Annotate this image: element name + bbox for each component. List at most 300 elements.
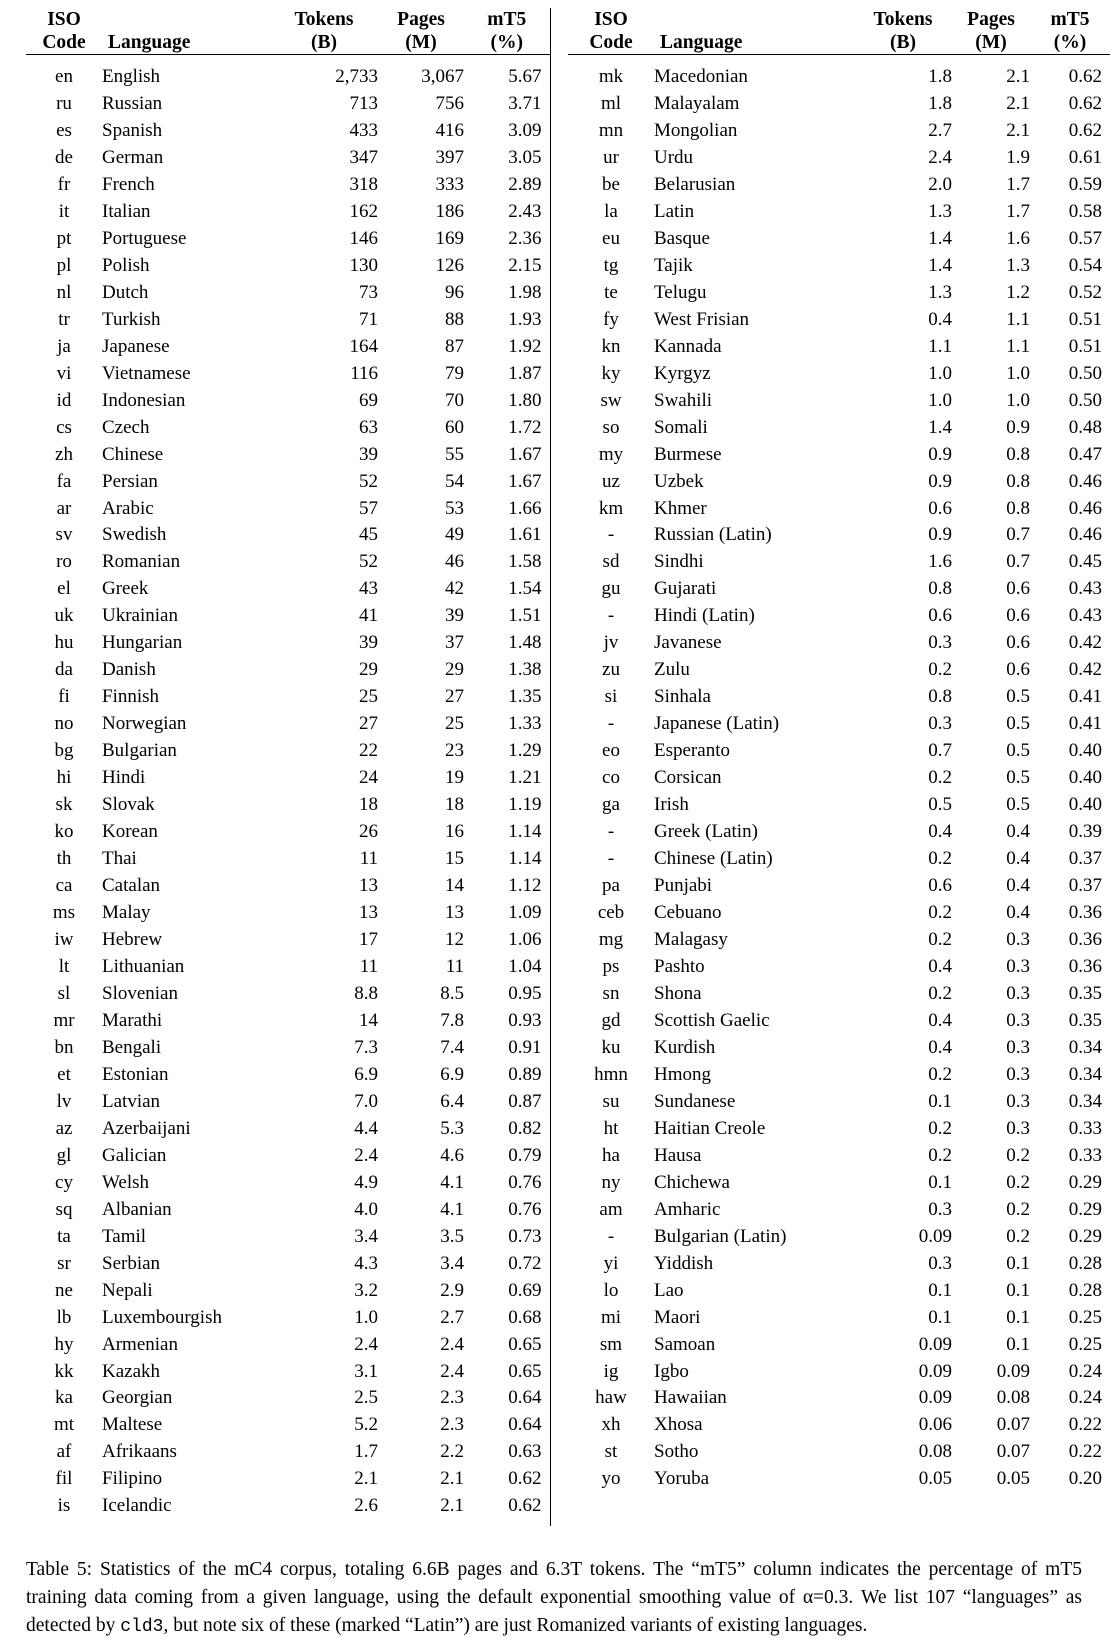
- column-divider: [550, 118, 568, 145]
- cell-mt5: 0.58: [1068, 200, 1102, 222]
- cell-tokens: 2,733: [335, 66, 378, 87]
- cell-mt5: 0.54: [1068, 254, 1102, 276]
- cell-empty: [654, 1493, 854, 1520]
- cell-mt5: 0.48: [1068, 416, 1102, 438]
- cell-tokens: 0.4: [928, 308, 952, 330]
- column-divider: [550, 1385, 568, 1412]
- cell-tokens: 3.4: [354, 1225, 378, 1247]
- cell-language: Albanian: [102, 1198, 172, 1220]
- cell-iso-code: st: [604, 1441, 618, 1463]
- cell-tokens: 146: [349, 227, 378, 249]
- cell-mt5: 0.22: [1068, 1414, 1102, 1436]
- cell-tokens: 0.4: [928, 955, 952, 977]
- table-row: [26, 522, 1110, 549]
- cell-iso-code: ja: [57, 335, 71, 357]
- cell-tokens: 4.9: [354, 1171, 378, 1193]
- cell-mt5: 1.61: [508, 524, 542, 546]
- cell-pages: 0.3: [1006, 1009, 1030, 1031]
- cell-iso-code: ceb: [597, 902, 625, 924]
- cell-language: Telugu: [654, 281, 707, 303]
- cell-iso-code: hy: [54, 1333, 74, 1355]
- cell-language: Vietnamese: [102, 362, 191, 384]
- table-row: [26, 927, 1110, 954]
- table-row: [26, 91, 1110, 118]
- cell-language: Turkish: [102, 308, 161, 330]
- cell-tokens: 0.2: [928, 1144, 952, 1166]
- cell-iso-code: co: [602, 767, 620, 789]
- cell-pages: 37: [445, 632, 464, 654]
- cell-mt5: 0.62: [1068, 92, 1102, 114]
- cell-language: Romanian: [102, 551, 181, 573]
- cell-iso-code: az: [55, 1117, 73, 1139]
- cell-iso-code: ht: [603, 1117, 619, 1139]
- cell-iso-code: fi: [58, 686, 70, 708]
- cell-language: Italian: [102, 200, 151, 222]
- cell-language: Yiddish: [654, 1252, 714, 1274]
- cell-language: French: [102, 173, 155, 195]
- cell-iso-code: zu: [602, 659, 620, 681]
- cell-tokens: 0.7: [928, 740, 952, 762]
- cell-mt5: 0.73: [508, 1225, 542, 1247]
- cell-pages: 0.2: [1006, 1225, 1030, 1247]
- cell-mt5: 0.69: [508, 1279, 542, 1301]
- cell-language: Kyrgyz: [654, 362, 711, 384]
- cell-language: Serbian: [102, 1252, 161, 1274]
- table-row: [26, 145, 1110, 172]
- table-row: [26, 576, 1110, 603]
- cell-mt5: 1.21: [508, 767, 542, 789]
- table-row: [26, 603, 1110, 630]
- cell-tokens: 0.2: [928, 659, 952, 681]
- table-row: [26, 1224, 1110, 1251]
- cell-mt5: 0.82: [508, 1117, 542, 1139]
- cell-language: Greek (Latin): [654, 821, 758, 843]
- cell-iso-code: gu: [601, 578, 621, 600]
- cell-tokens: 1.4: [928, 227, 952, 249]
- cell-mt5: 1.09: [508, 902, 542, 924]
- column-divider: [550, 334, 568, 361]
- table-row: [26, 1035, 1110, 1062]
- header-pages-right: Pages (M): [967, 9, 1015, 53]
- cell-pages: 0.5: [1006, 794, 1030, 816]
- cell-language: Zulu: [654, 659, 690, 681]
- column-divider: [550, 1143, 568, 1170]
- cell-tokens: 0.09: [918, 1333, 952, 1355]
- cell-iso-code: so: [602, 416, 620, 438]
- cell-pages: 0.9: [1006, 416, 1030, 438]
- cell-tokens: 63: [359, 416, 378, 438]
- cell-language: Corsican: [654, 767, 722, 789]
- cell-tokens: 0.8: [928, 578, 952, 600]
- cell-iso-code: sk: [55, 794, 73, 816]
- header-iso-code-left: [26, 8, 102, 55]
- cell-mt5: 0.29: [1068, 1171, 1102, 1193]
- cell-mt5: 0.65: [508, 1333, 542, 1355]
- cell-tokens: 0.3: [928, 632, 952, 654]
- cell-language: Norwegian: [102, 713, 187, 735]
- cell-mt5: 0.62: [1068, 119, 1102, 141]
- cell-pages: 1.7: [1006, 200, 1030, 222]
- cell-tokens: 1.0: [354, 1306, 378, 1328]
- cell-mt5: 0.64: [508, 1387, 542, 1409]
- cell-iso-code: cs: [56, 416, 72, 438]
- cell-tokens: 1.3: [928, 200, 952, 222]
- cell-language: Amharic: [654, 1198, 721, 1220]
- column-divider: [550, 280, 568, 307]
- cell-tokens: 0.1: [928, 1279, 952, 1301]
- cell-iso-code: mr: [53, 1009, 75, 1031]
- cell-pages: 39: [445, 605, 464, 627]
- cell-iso-code: sv: [55, 524, 73, 546]
- cell-iso-code: af: [56, 1441, 72, 1463]
- cell-tokens: 0.09: [918, 1225, 952, 1247]
- cell-tokens: 1.4: [928, 416, 952, 438]
- cell-language: Scottish Gaelic: [654, 1009, 770, 1031]
- cell-mt5: 1.04: [508, 955, 542, 977]
- header-iso-line1: ISO: [47, 9, 81, 30]
- cell-tokens: 164: [349, 335, 378, 357]
- cell-language: Tajik: [654, 254, 693, 276]
- cell-mt5: 0.63: [508, 1441, 542, 1463]
- cell-language: Bulgarian (Latin): [654, 1225, 787, 1247]
- cell-tokens: 0.2: [928, 1063, 952, 1085]
- cell-tokens: 27: [359, 713, 378, 735]
- header-tokens-left: Tokens (B): [294, 9, 354, 53]
- cell-language: Haitian Creole: [654, 1117, 766, 1139]
- table-row: [26, 64, 1110, 91]
- cell-iso-code: -: [607, 605, 615, 627]
- cell-pages: 5.3: [440, 1117, 464, 1139]
- cell-language: Yoruba: [654, 1468, 710, 1490]
- column-divider: [550, 361, 568, 388]
- table-row: [26, 253, 1110, 280]
- cell-pages: 23: [445, 740, 464, 762]
- column-divider: [550, 226, 568, 253]
- cell-mt5: 0.20: [1068, 1468, 1102, 1490]
- cell-tokens: 2.6: [354, 1495, 378, 1517]
- cell-pages: 2.4: [440, 1360, 464, 1382]
- cell-mt5: 0.46: [1068, 470, 1102, 492]
- cell-language: Sotho: [654, 1441, 699, 1463]
- cell-iso-code: de: [55, 146, 73, 168]
- cell-language: Galician: [102, 1144, 167, 1166]
- table-row: [26, 765, 1110, 792]
- cell-tokens: 11: [359, 848, 378, 870]
- cell-iso-code: it: [58, 200, 70, 222]
- column-divider: [550, 954, 568, 981]
- table-row: [26, 1332, 1110, 1359]
- cell-language: Greek: [102, 578, 149, 600]
- cell-mt5: 0.24: [1068, 1360, 1102, 1382]
- table-row: [26, 496, 1110, 523]
- cell-iso-code: ku: [601, 1036, 621, 1058]
- cell-iso-code: km: [598, 497, 624, 519]
- cell-mt5: 0.43: [1068, 605, 1102, 627]
- table-header-row: [26, 8, 1110, 55]
- table-row: [26, 1197, 1110, 1224]
- cell-pages: 0.5: [1006, 767, 1030, 789]
- cell-tokens: 1.8: [928, 66, 952, 87]
- cell-pages: 0.7: [1006, 551, 1030, 573]
- cell-pages: 333: [435, 173, 464, 195]
- cell-pages: 0.3: [1006, 1090, 1030, 1112]
- column-divider: [550, 765, 568, 792]
- cell-tokens: 0.6: [928, 605, 952, 627]
- cell-mt5: 1.92: [508, 335, 542, 357]
- cell-tokens: 0.3: [928, 1198, 952, 1220]
- cell-language: Hungarian: [102, 632, 183, 654]
- column-divider: [550, 253, 568, 280]
- column-divider: [550, 172, 568, 199]
- cell-language: Indonesian: [102, 389, 186, 411]
- cell-pages: 756: [435, 92, 464, 114]
- table-row: [26, 711, 1110, 738]
- cell-pages: 2.1: [440, 1495, 464, 1517]
- cell-tokens: 3.1: [354, 1360, 378, 1382]
- cell-language: Hindi: [102, 767, 146, 789]
- cell-iso-code: et: [57, 1063, 71, 1085]
- cell-pages: 42: [445, 578, 464, 600]
- cell-iso-code: mt: [53, 1414, 75, 1436]
- cell-pages: 0.1: [1006, 1333, 1030, 1355]
- cell-iso-code: te: [604, 281, 618, 303]
- cell-pages: 2.7: [440, 1306, 464, 1328]
- header-pages-left: Pages (M): [397, 9, 445, 53]
- cell-tokens: 0.3: [928, 1252, 952, 1274]
- cell-language: Dutch: [102, 281, 149, 303]
- cell-pages: 0.05: [996, 1468, 1030, 1490]
- cell-iso-code: yo: [601, 1468, 621, 1490]
- cell-tokens: 8.8: [354, 982, 378, 1004]
- table-row: [26, 792, 1110, 819]
- cell-tokens: 433: [349, 119, 378, 141]
- cell-language: Javanese: [654, 632, 722, 654]
- cell-mt5: 1.14: [508, 821, 542, 843]
- cell-iso-code: pt: [56, 227, 72, 249]
- cell-pages: 79: [445, 362, 464, 384]
- table-row: [26, 819, 1110, 846]
- cell-pages: 54: [445, 470, 464, 492]
- cell-iso-code: sn: [602, 982, 620, 1004]
- cell-iso-code: eo: [602, 740, 620, 762]
- table-row: [26, 657, 1110, 684]
- cell-iso-code: id: [56, 389, 72, 411]
- cell-mt5: 0.24: [1068, 1387, 1102, 1409]
- cell-mt5: 1.12: [508, 875, 542, 897]
- cell-iso-code: nl: [56, 281, 72, 303]
- cell-language: Marathi: [102, 1009, 163, 1031]
- cell-pages: 7.8: [440, 1009, 464, 1031]
- cell-tokens: 4.3: [354, 1252, 378, 1274]
- column-divider: [550, 1251, 568, 1278]
- cell-mt5: 0.29: [1068, 1225, 1102, 1247]
- cell-mt5: 0.25: [1068, 1333, 1102, 1355]
- cell-mt5: 0.33: [1068, 1144, 1102, 1166]
- cell-iso-code: ha: [602, 1144, 620, 1166]
- cell-iso-code: ms: [52, 902, 76, 924]
- cell-tokens: 2.4: [354, 1333, 378, 1355]
- cell-iso-code: sr: [57, 1252, 71, 1274]
- cell-language: Portuguese: [102, 227, 187, 249]
- header-iso-code-right: ISO Code: [589, 9, 633, 53]
- cell-iso-code: la: [604, 200, 618, 222]
- cell-iso-code: ta: [57, 1225, 71, 1247]
- cell-pages: 1.2: [1006, 281, 1030, 303]
- cell-iso-code: su: [602, 1090, 620, 1112]
- cell-pages: 25: [445, 713, 464, 735]
- cell-mt5: 3.05: [508, 146, 542, 168]
- cell-language: Japanese (Latin): [654, 713, 780, 735]
- header-mt5-left: mT5 (%): [487, 9, 527, 53]
- table-row: [26, 900, 1110, 927]
- cell-language: Icelandic: [102, 1495, 172, 1517]
- column-divider: [550, 1278, 568, 1305]
- cell-iso-code: uk: [54, 605, 74, 627]
- column-divider: [550, 819, 568, 846]
- cell-language: Belarusian: [654, 173, 736, 195]
- cell-iso-code: lt: [58, 955, 70, 977]
- cell-pages: 1.0: [1006, 389, 1030, 411]
- cell-mt5: 1.58: [508, 551, 542, 573]
- cell-tokens: 2.4: [354, 1144, 378, 1166]
- cell-tokens: 18: [359, 794, 378, 816]
- cell-mt5: 0.52: [1068, 281, 1102, 303]
- cell-pages: 0.8: [1006, 470, 1030, 492]
- cell-language: Kazakh: [102, 1360, 161, 1382]
- cell-mt5: 0.37: [1068, 848, 1102, 870]
- cell-mt5: 0.72: [508, 1252, 542, 1274]
- cell-iso-code: ga: [602, 794, 620, 816]
- cell-iso-code: lb: [56, 1306, 72, 1328]
- cell-tokens: 1.4: [928, 254, 952, 276]
- cell-pages: 96: [445, 281, 464, 303]
- cell-tokens: 4.4: [354, 1117, 378, 1139]
- cell-tokens: 1.0: [928, 389, 952, 411]
- column-divider: [550, 496, 568, 523]
- cell-pages: 0.3: [1006, 929, 1030, 950]
- cell-tokens: 0.2: [928, 982, 952, 1004]
- cell-pages: 2.1: [440, 1468, 464, 1490]
- cell-mt5: 0.42: [1068, 659, 1102, 681]
- cell-pages: 3,067: [421, 66, 464, 87]
- cell-pages: 0.1: [1006, 1306, 1030, 1328]
- table-row: [26, 334, 1110, 361]
- cell-tokens: 0.8: [928, 686, 952, 708]
- cell-iso-code: ka: [55, 1387, 73, 1409]
- cell-language: Maltese: [102, 1414, 163, 1436]
- cell-pages: 2.4: [440, 1333, 464, 1355]
- cell-language: Macedonian: [654, 66, 748, 87]
- cell-mt5: 0.45: [1068, 551, 1102, 573]
- cell-tokens: 130: [349, 254, 378, 276]
- cell-tokens: 2.5: [354, 1387, 378, 1409]
- cell-mt5: 0.34: [1068, 1090, 1102, 1112]
- table-row: [26, 738, 1110, 765]
- cell-tokens: 71: [359, 308, 378, 330]
- cell-tokens: 43: [359, 578, 378, 600]
- cell-mt5: 1.48: [508, 632, 542, 654]
- cell-pages: 0.8: [1006, 443, 1030, 465]
- cell-mt5: 5.67: [508, 66, 542, 87]
- table-row: [26, 388, 1110, 415]
- table-row: [26, 846, 1110, 873]
- cell-iso-code: es: [56, 119, 72, 141]
- cell-pages: 0.5: [1006, 713, 1030, 735]
- cell-pages: 14: [445, 875, 464, 897]
- cell-mt5: 0.36: [1068, 955, 1102, 977]
- cell-language: Finnish: [102, 686, 160, 708]
- cell-iso-code: mg: [598, 929, 624, 950]
- cell-tokens: 713: [349, 92, 378, 114]
- cell-tokens: 6.9: [354, 1063, 378, 1085]
- cell-pages: 29: [445, 659, 464, 681]
- cell-iso-code: pa: [602, 875, 620, 897]
- cell-pages: 0.1: [1006, 1279, 1030, 1301]
- cell-tokens: 0.2: [928, 902, 952, 924]
- cell-pages: 16: [445, 821, 464, 843]
- cell-tokens: 69: [359, 389, 378, 411]
- cell-language: Kurdish: [654, 1036, 716, 1058]
- cell-iso-code: -: [607, 821, 615, 843]
- cell-iso-code: haw: [595, 1387, 627, 1409]
- column-divider: [550, 522, 568, 549]
- cell-tokens: 0.4: [928, 1036, 952, 1058]
- cell-pages: 0.4: [1006, 821, 1030, 843]
- table-row: [26, 415, 1110, 442]
- cell-iso-code: yi: [603, 1252, 619, 1274]
- table-row: [26, 442, 1110, 469]
- column-divider: [550, 657, 568, 684]
- bottom-spacer: [26, 1520, 1110, 1526]
- cell-iso-code: ru: [56, 92, 72, 114]
- cell-language: Hmong: [654, 1063, 711, 1085]
- cell-pages: 2.1: [1006, 92, 1030, 114]
- cell-language: Georgian: [102, 1387, 173, 1409]
- cell-tokens: 0.2: [928, 767, 952, 789]
- cell-iso-code: hu: [54, 632, 74, 654]
- cell-empty: [568, 1493, 654, 1520]
- cell-mt5: 0.35: [1068, 982, 1102, 1004]
- cell-tokens: 7.0: [354, 1090, 378, 1112]
- cell-mt5: 0.50: [1068, 389, 1102, 411]
- cell-pages: 0.3: [1006, 982, 1030, 1004]
- cell-iso-code: bn: [54, 1036, 74, 1058]
- cell-mt5: 1.67: [508, 443, 542, 465]
- cell-mt5: 0.76: [508, 1171, 542, 1193]
- cell-iso-code: ko: [54, 821, 74, 843]
- cell-mt5: 0.28: [1068, 1279, 1102, 1301]
- column-divider: [550, 1359, 568, 1386]
- column-divider: [550, 1332, 568, 1359]
- cell-iso-code: xh: [601, 1414, 621, 1436]
- cell-iso-code: gl: [56, 1144, 72, 1166]
- cell-tokens: 0.06: [918, 1414, 952, 1436]
- cell-pages: 186: [435, 200, 464, 222]
- cell-iso-code: ca: [55, 875, 73, 897]
- cell-pages: 416: [435, 119, 464, 141]
- cell-tokens: 0.9: [928, 524, 952, 546]
- table-caption: [26, 1556, 1086, 1640]
- cell-language: Bulgarian: [102, 740, 177, 762]
- cell-language: West Frisian: [654, 308, 750, 330]
- column-divider: [550, 1493, 568, 1520]
- cell-mt5: 0.25: [1068, 1306, 1102, 1328]
- cell-language: Spanish: [102, 119, 163, 141]
- cell-language: Lithuanian: [102, 955, 185, 977]
- cell-pages: 13: [445, 902, 464, 924]
- column-divider: [550, 1466, 568, 1493]
- table-row: [26, 226, 1110, 253]
